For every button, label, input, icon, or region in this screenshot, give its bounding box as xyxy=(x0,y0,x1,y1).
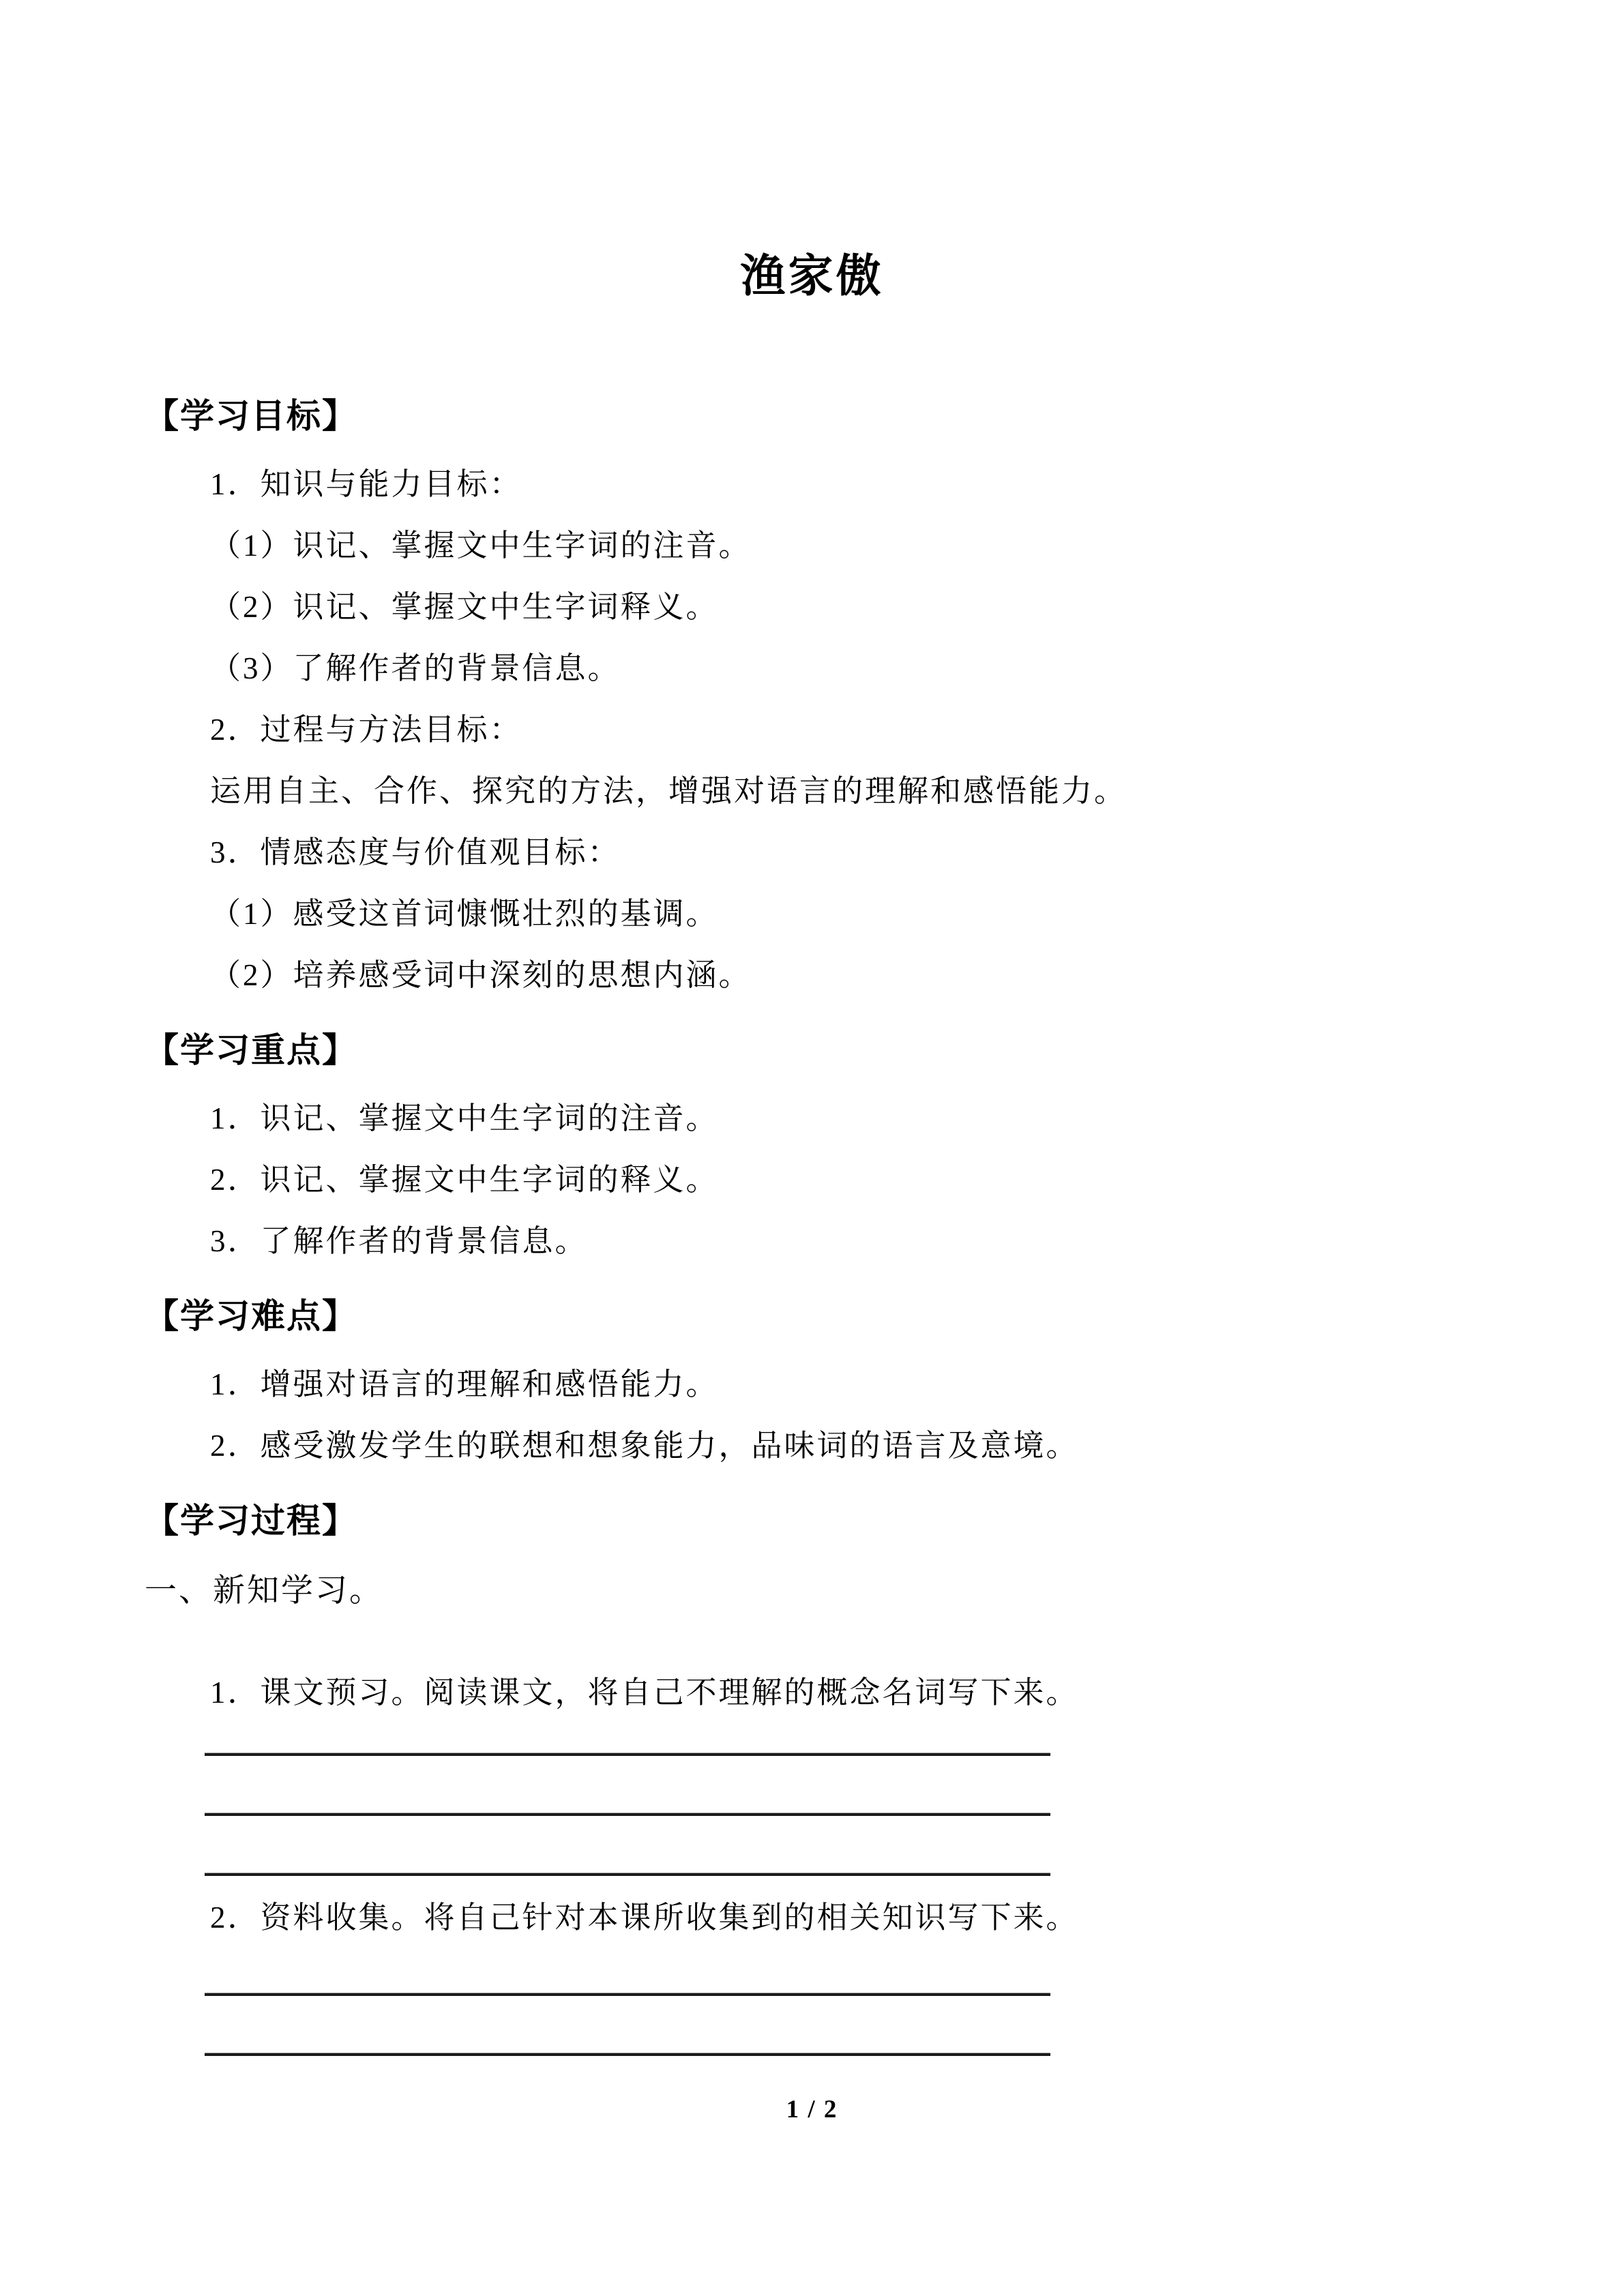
answer-blank-line xyxy=(205,1756,1050,1816)
list-item: 3．情感态度与价值观目标： xyxy=(210,835,621,869)
answer-blank-line xyxy=(205,1996,1050,2056)
section-heading-difficulties: 【学习难点】 xyxy=(145,1297,357,1335)
list-item: （2）识记、掌握文中生字词释义。 xyxy=(210,590,719,624)
list-item: 1．增强对语言的理解和感悟能力。 xyxy=(210,1367,719,1401)
list-item: 运用自主、合作、探究的方法，增强对语言的理解和感悟能力。 xyxy=(210,774,1127,808)
task-item: 1．课文预习。阅读课文，将自己不理解的概念名词写下来。 xyxy=(210,1675,1079,1710)
section-heading-goals: 【学习目标】 xyxy=(145,397,357,435)
list-item: （2）培养感受词中深刻的思想内涵。 xyxy=(210,958,752,992)
subsection-heading-new-knowledge: 一、新知学习。 xyxy=(145,1573,383,1609)
list-item: 2．识记、掌握文中生字词的释义。 xyxy=(210,1163,719,1197)
answer-blank-group xyxy=(205,1723,1050,1876)
list-item: （1）识记、掌握文中生字词的注音。 xyxy=(210,528,752,563)
list-item: （3）了解作者的背景信息。 xyxy=(210,651,621,685)
document-title: 渔家傲 xyxy=(740,252,884,302)
section-heading-process: 【学习过程】 xyxy=(145,1502,357,1540)
list-item: 2．感受激发学生的联想和想象能力，品味词的语言及意境。 xyxy=(210,1429,1079,1463)
answer-blank-line xyxy=(205,1816,1050,1876)
page-number: 1 / 2 xyxy=(786,2096,838,2123)
list-item: 1．识记、掌握文中生字词的注音。 xyxy=(210,1101,719,1135)
section-heading-key-points: 【学习重点】 xyxy=(145,1031,357,1069)
list-item: 3．了解作者的背景信息。 xyxy=(210,1224,588,1258)
list-item: （1）感受这首词慷慨壮烈的基调。 xyxy=(210,897,719,931)
answer-blank-line xyxy=(205,1948,1050,1996)
list-item: 2．过程与方法目标： xyxy=(210,713,522,747)
answer-blank-group xyxy=(205,1948,1050,2056)
answer-blank-line xyxy=(205,1723,1050,1756)
document-body xyxy=(145,372,1277,2056)
task-item: 2．资料收集。将自己针对本课所收集到的相关知识写下来。 xyxy=(210,1900,1079,1935)
list-item: 1．知识与能力目标： xyxy=(210,467,522,501)
